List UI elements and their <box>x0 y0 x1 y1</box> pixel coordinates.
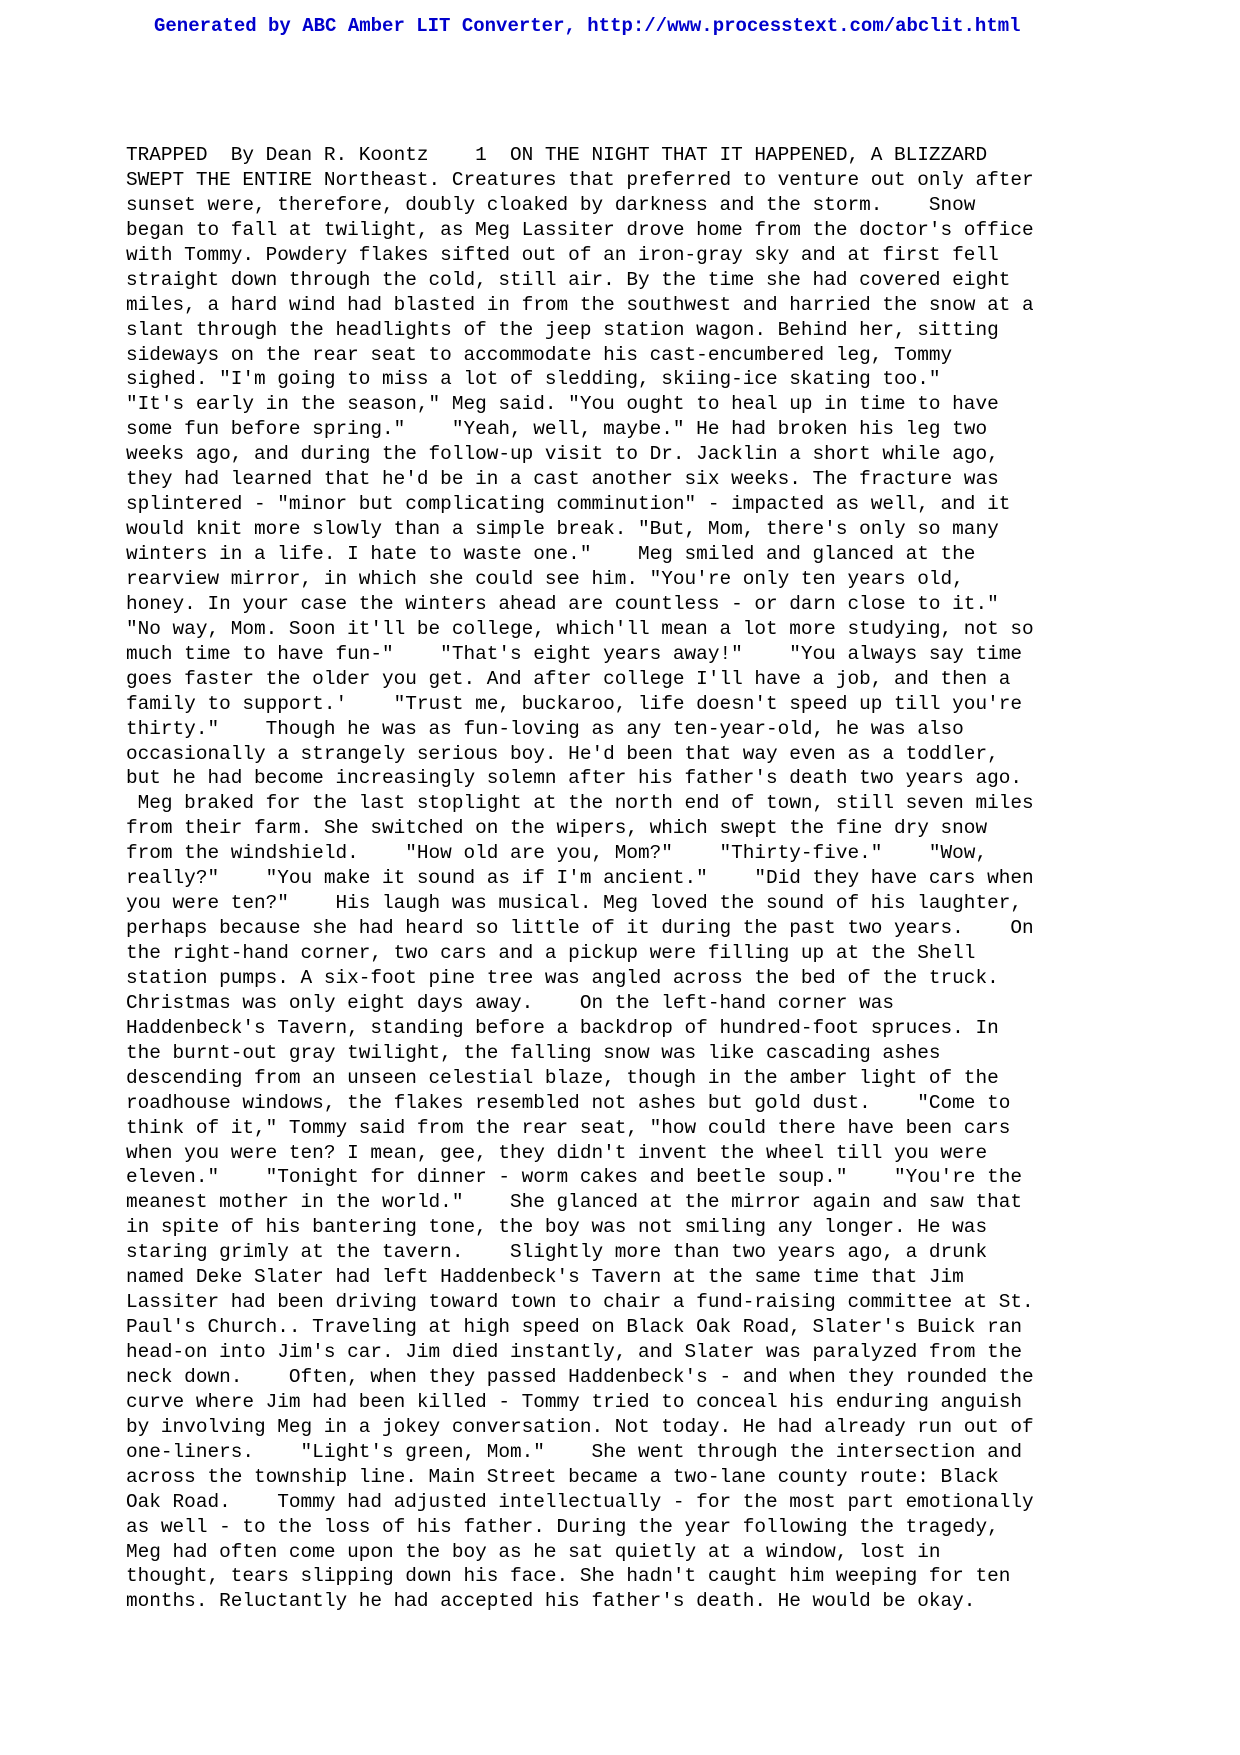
text-line: sighed. "I'm going to miss a lot of sledding, skiing-ice skating too." <box>126 368 941 391</box>
text-line: Lassiter had been driving toward town to chair a fund-raising committee at St. <box>126 1291 1034 1314</box>
text-line: really?" "You make it sound as if I'm ancient." "Did they have cars when <box>126 867 1034 890</box>
text-line: occasionally a strangely serious boy. He'd been that way even as a toddler, <box>126 742 999 765</box>
text-line: one-liners. "Light's green, Mom." She went through the intersection and <box>126 1440 1022 1463</box>
text-line: Oak Road. Tommy had adjusted intellectually - for the most part emotionally <box>126 1490 1034 1513</box>
text-line: by involving Meg in a jokey conversation. Not today. He had already run out of <box>126 1415 1034 1438</box>
text-line: thirty." Though he was as fun-loving as any ten-year-old, he was also <box>126 717 964 740</box>
text-line: they had learned that he'd be in a cast another six weeks. The fracture was <box>126 468 999 491</box>
text-line: but he had become increasingly solemn after his father's death two years ago. <box>126 767 1022 790</box>
text-line: thought, tears slipping down his face. She hadn't caught him weeping for ten <box>126 1565 1011 1588</box>
text-line: you were ten?" His laugh was musical. Meg loved the sound of his laughter, <box>126 892 1022 915</box>
text-line: would knit more slowly than a simple break. "But, Mom, there's only so many <box>126 518 999 541</box>
text-line: months. Reluctantly he had accepted his father's death. He would be okay. <box>126 1590 976 1613</box>
text-line: perhaps because she had heard so little of it during the past two years. On <box>126 917 1034 940</box>
text-line: sideways on the rear seat to accommodate his cast-encumbered leg, Tommy <box>126 343 953 366</box>
text-line: Haddenbeck's Tavern, standing before a backdrop of hundred-foot spruces. In <box>126 1016 999 1039</box>
text-line: family to support.' "Trust me, buckaroo, life doesn't speed up till you're <box>126 692 1022 715</box>
text-line: weeks ago, and during the follow-up visit to Dr. Jacklin a short while ago, <box>126 443 999 466</box>
text-line: rearview mirror, in which she could see him. "You're only ten years old, <box>126 567 964 590</box>
text-line: head-on into Jim's car. Jim died instantly, and Slater was paralyzed from the <box>126 1341 1022 1363</box>
text-line: named Deke Slater had left Haddenbeck's Tavern at the same time that Jim <box>126 1266 964 1289</box>
text-line: Meg braked for the last stoplight at the north end of town, still seven miles <box>126 792 1034 815</box>
text-line: "It's early in the season," Meg said. "You ought to heal up in time to have <box>126 393 999 416</box>
text-line: the right-hand corner, two cars and a pickup were filling up at the Shell <box>126 942 976 964</box>
text-line: Christmas was only eight days away. On the left-hand corner was <box>126 991 894 1014</box>
text-line: goes faster the older you get. And after college I'll have a job, and then a <box>126 667 1011 690</box>
text-line: station pumps. A six-foot pine tree was angled across the bed of the truck. <box>126 966 999 989</box>
text-line: Paul's Church.. Traveling at high speed on Black Oak Road, Slater's Buick ran <box>126 1316 1022 1339</box>
converter-header: Generated by ABC Amber LIT Converter, http://www.processtext.com/abclit.html <box>154 15 1021 37</box>
text-line: when you were ten? I mean, gee, they didn't invent the wheel till you were <box>126 1141 988 1164</box>
text-line: SWEPT THE ENTIRE Northeast. Creatures that preferred to venture out only after <box>126 168 1034 191</box>
text-line: much time to have fun-" "That's eight years away!" "You always say time <box>126 642 1022 665</box>
document-body <box>126 143 1116 1614</box>
text-line: descending from an unseen celestial blaze, though in the amber light of the <box>126 1066 999 1089</box>
text-line: some fun before spring." "Yeah, well, maybe." He had broken his leg two <box>126 418 988 441</box>
text-line: splintered - "minor but complicating comminution" - impacted as well, and it <box>126 493 1011 516</box>
text-line: as well - to the loss of his father. During the year following the tragedy, <box>126 1515 999 1538</box>
text-line: TRAPPED By Dean R. Koontz 1 ON THE NIGHT THAT IT HAPPENED, A BLIZZARD <box>126 144 988 166</box>
text-line: straight down through the cold, still air. By the time she had covered eight <box>126 268 1011 291</box>
text-line: winters in a life. I hate to waste one." Meg smiled and glanced at the <box>126 543 976 565</box>
text-line: from their farm. She switched on the wipers, which swept the fine dry snow <box>126 817 988 840</box>
text-line: slant through the headlights of the jeep station wagon. Behind her, sitting <box>126 318 999 341</box>
text-line: the burnt-out gray twilight, the falling snow was like cascading ashes <box>126 1041 941 1064</box>
text-line: with Tommy. Powdery flakes sifted out of an iron-gray sky and at first fell <box>126 243 999 266</box>
text-line: eleven." "Tonight for dinner - worm cakes and beetle soup." "You're the <box>126 1166 1022 1189</box>
text-line: roadhouse windows, the flakes resembled not ashes but gold dust. "Come to <box>126 1091 1011 1114</box>
text-line: in spite of his bantering tone, the boy was not smiling any longer. He was <box>126 1216 988 1239</box>
text-line: neck down. Often, when they passed Haddenbeck's - and when they rounded the <box>126 1365 1034 1388</box>
text-line: staring grimly at the tavern. Slightly more than two years ago, a drunk <box>126 1241 988 1264</box>
text-line: honey. In your case the winters ahead are countless - or darn close to it." <box>126 592 999 615</box>
text-line: "No way, Mom. Soon it'll be college, which'll mean a lot more studying, not so <box>126 617 1034 640</box>
text-line: miles, a hard wind had blasted in from the southwest and harried the snow at a <box>126 293 1034 316</box>
text-line: across the township line. Main Street became a two-lane county route: Black <box>126 1465 999 1488</box>
text-line: think of it," Tommy said from the rear seat, "how could there have been cars <box>126 1116 1011 1139</box>
text-line: began to fall at twilight, as Meg Lassiter drove home from the doctor's office <box>126 218 1034 241</box>
text-line: from the windshield. "How old are you, Mom?" "Thirty-five." "Wow, <box>126 842 988 865</box>
text-line: sunset were, therefore, doubly cloaked by darkness and the storm. Snow <box>126 193 976 216</box>
text-line: meanest mother in the world." She glanced at the mirror again and saw that <box>126 1191 1022 1214</box>
text-line: curve where Jim had been killed - Tommy tried to conceal his enduring anguish <box>126 1390 1022 1413</box>
text-line: Meg had often come upon the boy as he sat quietly at a window, lost in <box>126 1540 941 1563</box>
